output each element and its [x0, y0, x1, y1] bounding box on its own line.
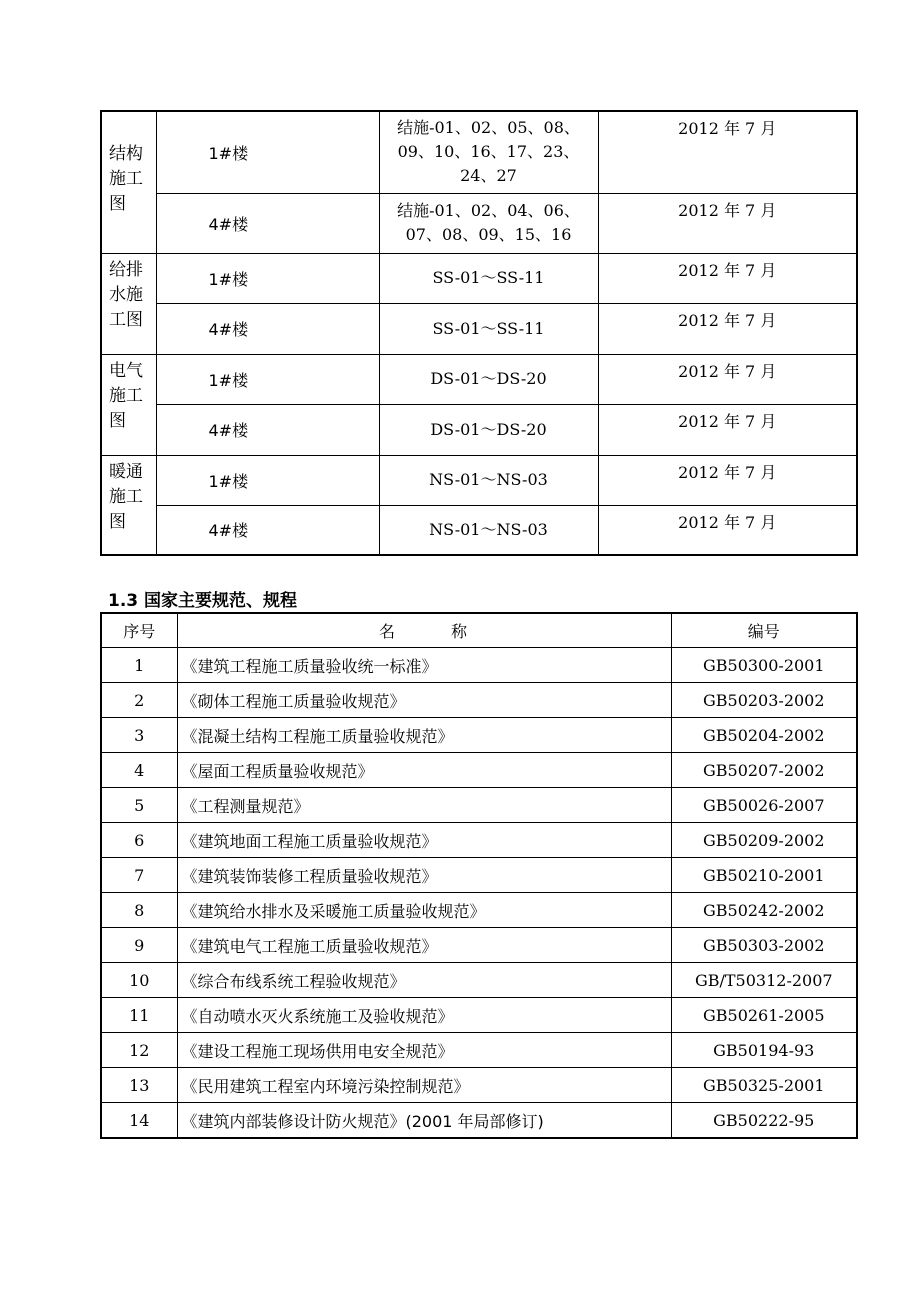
standard-code: GB50261-2005 — [671, 998, 857, 1033]
drawing-numbers-cell: DS-01～DS-20 — [379, 354, 598, 404]
table-row — [101, 998, 857, 1033]
category-line: 施工 — [109, 486, 143, 507]
category-line: 结构 — [109, 144, 143, 164]
row-number: 1 — [101, 648, 177, 683]
header-no: 序号 — [101, 613, 177, 648]
header-name — [177, 613, 671, 648]
date-cell: 2012 年 7 月 — [598, 404, 857, 455]
table-row — [101, 718, 857, 753]
table-header-row — [101, 613, 857, 648]
table-row — [101, 753, 857, 788]
row-number: 14 — [101, 1103, 177, 1139]
table-row — [101, 893, 857, 928]
standard-name: 《建筑给水排水及采暖施工质量验收规范》 — [177, 893, 671, 928]
category-cell — [101, 455, 156, 555]
drawing-line: 24、27 — [460, 166, 517, 186]
table-row — [101, 648, 857, 683]
drawings-table — [100, 110, 858, 556]
date-cell: 2012 年 7 月 — [598, 505, 857, 555]
row-number: 2 — [101, 683, 177, 718]
category-cell — [101, 111, 156, 253]
category-line: 施工 — [109, 385, 143, 406]
date-cell: 2012 年 7 月 — [598, 354, 857, 404]
standard-name: 《工程测量规范》 — [177, 788, 671, 823]
section-heading: 1.3 国家主要规范、规程 — [108, 591, 298, 611]
category-cell — [101, 253, 156, 354]
category-line: 电气 — [109, 360, 143, 381]
table-row — [101, 823, 857, 858]
drawing-line: 结施-01、02、05、08、 — [397, 118, 580, 138]
category-line: 施工 — [109, 169, 143, 189]
row-number: 9 — [101, 928, 177, 963]
standard-name: 《屋面工程质量验收规范》 — [177, 753, 671, 788]
standard-code: GB50026-2007 — [671, 788, 857, 823]
standard-name: 《综合布线系统工程验收规范》 — [177, 963, 671, 998]
standard-name: 《自动喷水灭火系统施工及验收规范》 — [177, 998, 671, 1033]
category-line: 图 — [109, 511, 126, 532]
category-line: 水施 — [109, 284, 143, 305]
standard-code: GB50325-2001 — [671, 1068, 857, 1103]
date-cell: 2012 年 7 月 — [598, 253, 857, 303]
drawing-line: 07、08、09、15、16 — [405, 225, 572, 244]
building-cell: 4#楼 — [156, 404, 379, 455]
drawing-numbers-cell: DS-01～DS-20 — [379, 404, 598, 455]
drawing-line: 结施-01、02、04、06、 — [397, 201, 580, 220]
table-row — [101, 788, 857, 823]
date-cell: 2012 年 7 月 — [598, 303, 857, 354]
standard-code: GB50210-2001 — [671, 858, 857, 893]
table-row — [101, 1068, 857, 1103]
standard-name: 《建筑地面工程施工质量验收规范》 — [177, 823, 671, 858]
row-number: 6 — [101, 823, 177, 858]
header-name-a: 名 — [378, 622, 397, 641]
row-number: 11 — [101, 998, 177, 1033]
row-number: 5 — [101, 788, 177, 823]
category-line: 暖通 — [109, 461, 143, 482]
standard-code: GB50194-93 — [671, 1033, 857, 1068]
row-number: 10 — [101, 963, 177, 998]
row-number: 13 — [101, 1068, 177, 1103]
standard-code: GB50204-2002 — [671, 718, 857, 753]
building-cell: 1#楼 — [156, 354, 379, 404]
row-number: 7 — [101, 858, 177, 893]
standard-code: GB50300-2001 — [671, 648, 857, 683]
standard-code: GB50303-2002 — [671, 928, 857, 963]
header-code: 编号 — [671, 613, 857, 648]
date-cell: 2012 年 7 月 — [598, 193, 857, 253]
building-cell: 4#楼 — [156, 303, 379, 354]
drawing-numbers-cell: NS-01～NS-03 — [379, 505, 598, 555]
building-cell: 1#楼 — [156, 111, 379, 193]
date-cell: 2012 年 7 月 — [598, 455, 857, 505]
standard-code: GB50222-95 — [671, 1103, 857, 1139]
drawing-line: 09、10、16、17、23、 — [397, 142, 580, 162]
building-cell: 4#楼 — [156, 505, 379, 555]
standard-code: GB/T50312-2007 — [671, 963, 857, 998]
table-row — [101, 963, 857, 998]
drawing-numbers-cell — [379, 193, 598, 253]
table-row — [101, 683, 857, 718]
standard-name: 《混凝土结构工程施工质量验收规范》 — [177, 718, 671, 753]
table-row — [101, 1033, 857, 1068]
drawing-numbers-cell — [379, 111, 598, 193]
standards-table — [100, 612, 858, 1139]
building-cell: 1#楼 — [156, 455, 379, 505]
building-cell: 4#楼 — [156, 193, 379, 253]
category-cell — [101, 354, 156, 455]
category-line: 图 — [109, 410, 126, 431]
category-line: 工图 — [109, 309, 143, 330]
standard-name: 《建筑工程施工质量验收统一标准》 — [177, 648, 671, 683]
standard-name: 《砌体工程施工质量验收规范》 — [177, 683, 671, 718]
drawing-numbers-cell: NS-01～NS-03 — [379, 455, 598, 505]
building-cell: 1#楼 — [156, 253, 379, 303]
row-number: 8 — [101, 893, 177, 928]
category-line: 给排 — [109, 259, 143, 280]
standard-name: 《建筑装饰装修工程质量验收规范》 — [177, 858, 671, 893]
drawing-numbers-cell: SS-01～SS-11 — [379, 303, 598, 354]
table-row — [101, 1103, 857, 1139]
date-cell: 2012 年 7 月 — [598, 111, 857, 193]
standard-name: 《建筑内部装修设计防火规范》(2001 年局部修订) — [177, 1103, 671, 1139]
standard-code: GB50203-2002 — [671, 683, 857, 718]
table-row — [101, 928, 857, 963]
drawing-numbers-cell: SS-01～SS-11 — [379, 253, 598, 303]
category-line: 图 — [109, 194, 126, 214]
header-name-b: 称 — [451, 622, 470, 641]
standard-code: GB50242-2002 — [671, 893, 857, 928]
standard-code: GB50207-2002 — [671, 753, 857, 788]
row-number: 12 — [101, 1033, 177, 1068]
row-number: 3 — [101, 718, 177, 753]
standard-code: GB50209-2002 — [671, 823, 857, 858]
standard-name: 《建筑电气工程施工质量验收规范》 — [177, 928, 671, 963]
table-row — [101, 858, 857, 893]
row-number: 4 — [101, 753, 177, 788]
standard-name: 《建设工程施工现场供用电安全规范》 — [177, 1033, 671, 1068]
standard-name: 《民用建筑工程室内环境污染控制规范》 — [177, 1068, 671, 1103]
